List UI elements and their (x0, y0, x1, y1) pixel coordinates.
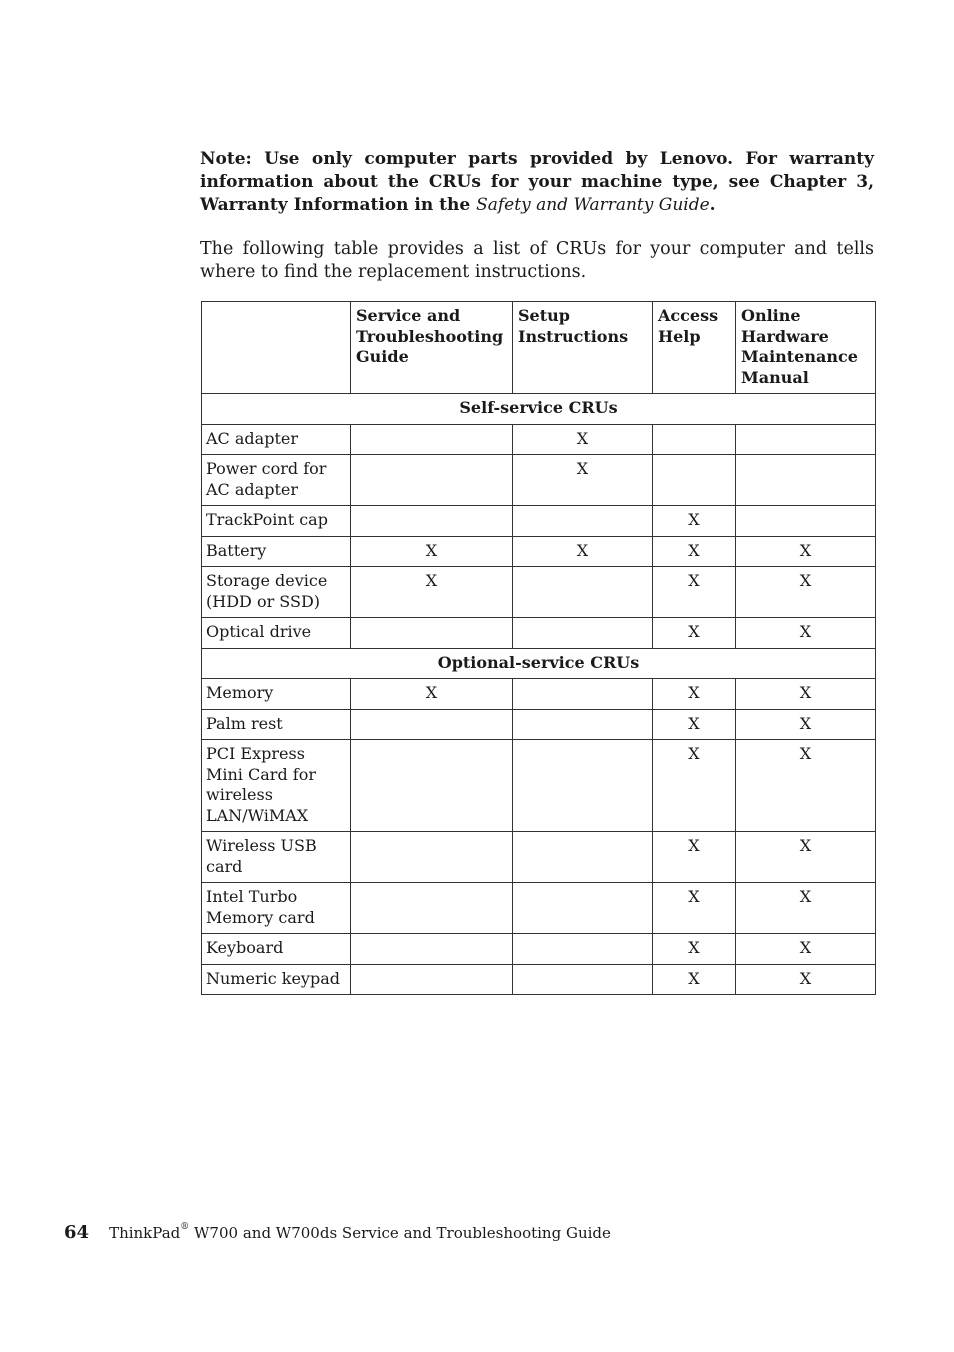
footer-title: W700 and W700ds Service and Troubleshooting Guide (189, 1224, 611, 1242)
mark-cell: X (736, 883, 876, 934)
mark-cell: X (653, 618, 736, 649)
mark-cell: X (736, 536, 876, 567)
part-name-cell: Storage device (HDD or SSD) (202, 567, 351, 618)
table-row (202, 740, 876, 832)
mark-cell: X (653, 832, 736, 883)
section-title: Self-service CRUs (202, 394, 876, 425)
section-row (202, 394, 876, 425)
mark-cell: X (736, 567, 876, 618)
header-cell-setup: Setup Instructions (513, 302, 653, 394)
mark-cell: X (653, 536, 736, 567)
cru-table (201, 301, 876, 995)
part-name-cell: Battery (202, 536, 351, 567)
table-body (202, 394, 876, 995)
mark-cell: X (736, 618, 876, 649)
table-row (202, 883, 876, 934)
mark-cell: X (351, 536, 513, 567)
part-name-cell: Numeric keypad (202, 964, 351, 995)
mark-cell (653, 424, 736, 455)
mark-cell: X (653, 709, 736, 740)
mark-cell: X (653, 883, 736, 934)
mark-cell: X (351, 567, 513, 618)
table-row (202, 567, 876, 618)
mark-cell (351, 618, 513, 649)
header-cell-online-manual: Online Hardware Maintenance Manual (736, 302, 876, 394)
mark-cell: X (653, 964, 736, 995)
mark-cell (736, 455, 876, 506)
mark-cell: X (513, 424, 653, 455)
part-name-cell: PCI Express Mini Card for wireless LAN/WiMAX (202, 740, 351, 832)
trademark-symbol: ® (180, 1222, 190, 1232)
mark-cell (351, 964, 513, 995)
mark-cell: X (653, 567, 736, 618)
part-name-cell: Palm rest (202, 709, 351, 740)
intro-paragraph: The following table provides a list of CRUs for your computer and tells where to find the replacement instructions. (200, 239, 874, 282)
mark-cell (513, 506, 653, 537)
mark-cell: X (736, 964, 876, 995)
mark-cell: X (736, 740, 876, 832)
note-guide-title: Safety and Warranty Guide (476, 195, 710, 215)
part-name-cell: Keyboard (202, 934, 351, 965)
part-name-cell: Wireless USB card (202, 832, 351, 883)
mark-cell (351, 455, 513, 506)
mark-cell: X (736, 709, 876, 740)
mark-cell (513, 618, 653, 649)
table-row (202, 536, 876, 567)
header-cell-access-help: Access Help (653, 302, 736, 394)
mark-cell (513, 934, 653, 965)
mark-cell (351, 506, 513, 537)
table-row (202, 964, 876, 995)
table-row (202, 618, 876, 649)
part-name-cell: Intel Turbo Memory card (202, 883, 351, 934)
mark-cell (351, 832, 513, 883)
mark-cell: X (736, 832, 876, 883)
mark-cell: X (653, 679, 736, 710)
mark-cell (513, 740, 653, 832)
table-header-row (202, 302, 876, 394)
mark-cell (351, 934, 513, 965)
footer-brand: ThinkPad (109, 1224, 181, 1242)
mark-cell: X (653, 506, 736, 537)
mark-cell: X (351, 679, 513, 710)
warranty-note (200, 148, 874, 217)
table-row (202, 455, 876, 506)
mark-cell: X (736, 934, 876, 965)
table-row (202, 709, 876, 740)
part-name-cell: TrackPoint cap (202, 506, 351, 537)
mark-cell: X (513, 536, 653, 567)
mark-cell (513, 567, 653, 618)
mark-cell (513, 709, 653, 740)
mark-cell (513, 964, 653, 995)
mark-cell (351, 709, 513, 740)
table-row (202, 424, 876, 455)
table-row (202, 832, 876, 883)
page-number: 64 (64, 1222, 90, 1243)
mark-cell (513, 832, 653, 883)
page-footer (64, 1222, 611, 1244)
mark-cell (351, 740, 513, 832)
header-cell-part (202, 302, 351, 394)
section-row (202, 648, 876, 679)
part-name-cell: Memory (202, 679, 351, 710)
mark-cell: X (736, 679, 876, 710)
header-cell-service-guide: Service and Troubleshooting Guide (351, 302, 513, 394)
table-row (202, 506, 876, 537)
mark-cell (351, 883, 513, 934)
mark-cell (513, 883, 653, 934)
part-name-cell: AC adapter (202, 424, 351, 455)
mark-cell (653, 455, 736, 506)
part-name-cell: Power cord for AC adapter (202, 455, 351, 506)
mark-cell: X (653, 740, 736, 832)
part-name-cell: Optical drive (202, 618, 351, 649)
table-row (202, 934, 876, 965)
section-title: Optional-service CRUs (202, 648, 876, 679)
mark-cell (736, 506, 876, 537)
mark-cell (351, 424, 513, 455)
note-end: . (709, 195, 716, 215)
table-row (202, 679, 876, 710)
mark-cell (736, 424, 876, 455)
mark-cell: X (653, 934, 736, 965)
note-bold-text: Note: Use only computer parts provided by Lenovo. For warranty information about the CRUs for your machine type, see Chapter 3, Warranty Information in the (200, 149, 874, 215)
mark-cell: X (513, 455, 653, 506)
mark-cell (513, 679, 653, 710)
